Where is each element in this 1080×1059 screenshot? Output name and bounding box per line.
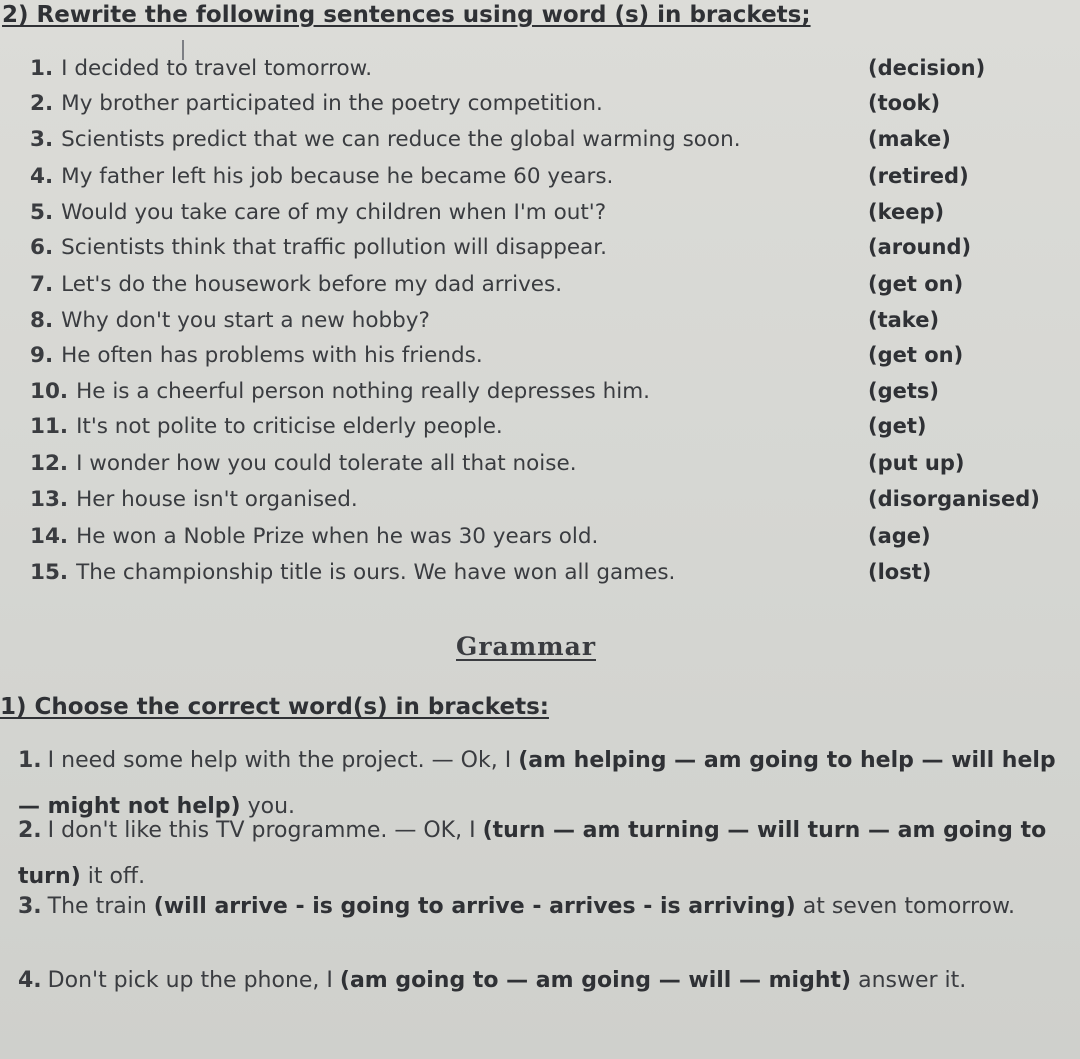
rewrite-sentence: 1. I decided to travel tomorrow.: [30, 56, 373, 81]
rewrite-hint: (around): [868, 235, 972, 259]
rewrite-item: [30, 272, 1070, 306]
rewrite-hint: (make): [868, 127, 951, 151]
rewrite-item: [30, 379, 1070, 413]
rewrite-hint: (put up): [868, 451, 965, 475]
rewrite-sentence: 14. He won a Noble Prize when he was 30 years old.: [30, 524, 599, 549]
rewrite-hint: (get on): [868, 272, 964, 296]
rewrite-hint: (took): [868, 91, 941, 115]
rewrite-sentence: 12. I wonder how you could tolerate all that noise.: [30, 451, 577, 476]
rewrite-sentence: 13. Her house isn't organised.: [30, 487, 358, 512]
rewrite-hint: (gets): [868, 379, 940, 403]
rewrite-sentence: 11. It's not polite to criticise elderly people.: [30, 414, 503, 439]
choose-item: 4. Don't pick up the phone, I (am going to — am going — will — might) answer it.: [18, 968, 967, 993]
rewrite-item: [30, 451, 1070, 485]
choose-heading: 1) Choose the correct word(s) in brackets:: [0, 694, 549, 720]
rewrite-sentence: 5. Would you take care of my children when I'm out'?: [30, 200, 607, 225]
rewrite-hint: (get on): [868, 343, 964, 367]
choice-options: (am helping — am going to help — will help — might not help): [18, 748, 1056, 819]
rewrite-item: [30, 560, 1070, 594]
grammar-title: Grammar: [456, 632, 596, 661]
rewrite-heading: 2) Rewrite the following sentences using word (s) in brackets;: [2, 2, 811, 28]
rewrite-item: [30, 308, 1070, 342]
rewrite-item: [30, 343, 1070, 377]
rewrite-hint: (lost): [868, 560, 932, 584]
choose-item: 3. The train (will arrive - is going to arrive - arrives - is arriving) at seven tomorrow.: [18, 894, 1015, 919]
rewrite-hint: (retired): [868, 164, 969, 188]
choose-item: 1. I need some help with the project. — Ok, I (am helping — am going to help — will help — might not help) you.: [18, 748, 1056, 819]
rewrite-sentence: 3. Scientists predict that we can reduce the global warming soon.: [30, 127, 741, 152]
rewrite-item: [30, 200, 1070, 234]
rewrite-sentence: 4. My father left his job because he became 60 years.: [30, 164, 614, 189]
rewrite-item: [30, 524, 1070, 558]
rewrite-sentence: 8. Why don't you start a new hobby?: [30, 308, 430, 333]
choice-options: (turn — am turning — will turn — am going to turn): [18, 818, 1047, 889]
rewrite-hint: (disorganised): [868, 487, 1040, 511]
rewrite-hint: (keep): [868, 200, 945, 224]
choice-options: (will arrive - is going to arrive - arrives - is arriving): [153, 894, 796, 919]
rewrite-item: [30, 164, 1070, 198]
rewrite-sentence: 10. He is a cheerful person nothing really depresses him.: [30, 379, 650, 404]
rewrite-sentence: 7. Let's do the housework before my dad arrives.: [30, 272, 563, 297]
choose-item: 2. I don't like this TV programme. — OK, I (turn — am turning — will turn — am going to turn) it off.: [18, 818, 1047, 889]
rewrite-sentence: 9. He often has problems with his friends.: [30, 343, 483, 368]
rewrite-item: [30, 414, 1070, 448]
rewrite-sentence: 15. The championship title is ours. We have won all games.: [30, 560, 676, 585]
rewrite-item: [30, 487, 1070, 521]
rewrite-hint: (age): [868, 524, 931, 548]
rewrite-hint: (decision): [868, 56, 986, 80]
rewrite-hint: (get): [868, 414, 927, 438]
rewrite-item: [30, 127, 1070, 161]
rewrite-sentence: 6. Scientists think that traffic pollution will disappear.: [30, 235, 607, 260]
choice-options: (am going to — am going — will — might): [339, 968, 852, 993]
rewrite-hint: (take): [868, 308, 940, 332]
rewrite-item: [30, 56, 1070, 90]
rewrite-item: [30, 235, 1070, 269]
rewrite-item: [30, 91, 1070, 125]
rewrite-sentence: 2. My brother participated in the poetry competition.: [30, 91, 603, 116]
